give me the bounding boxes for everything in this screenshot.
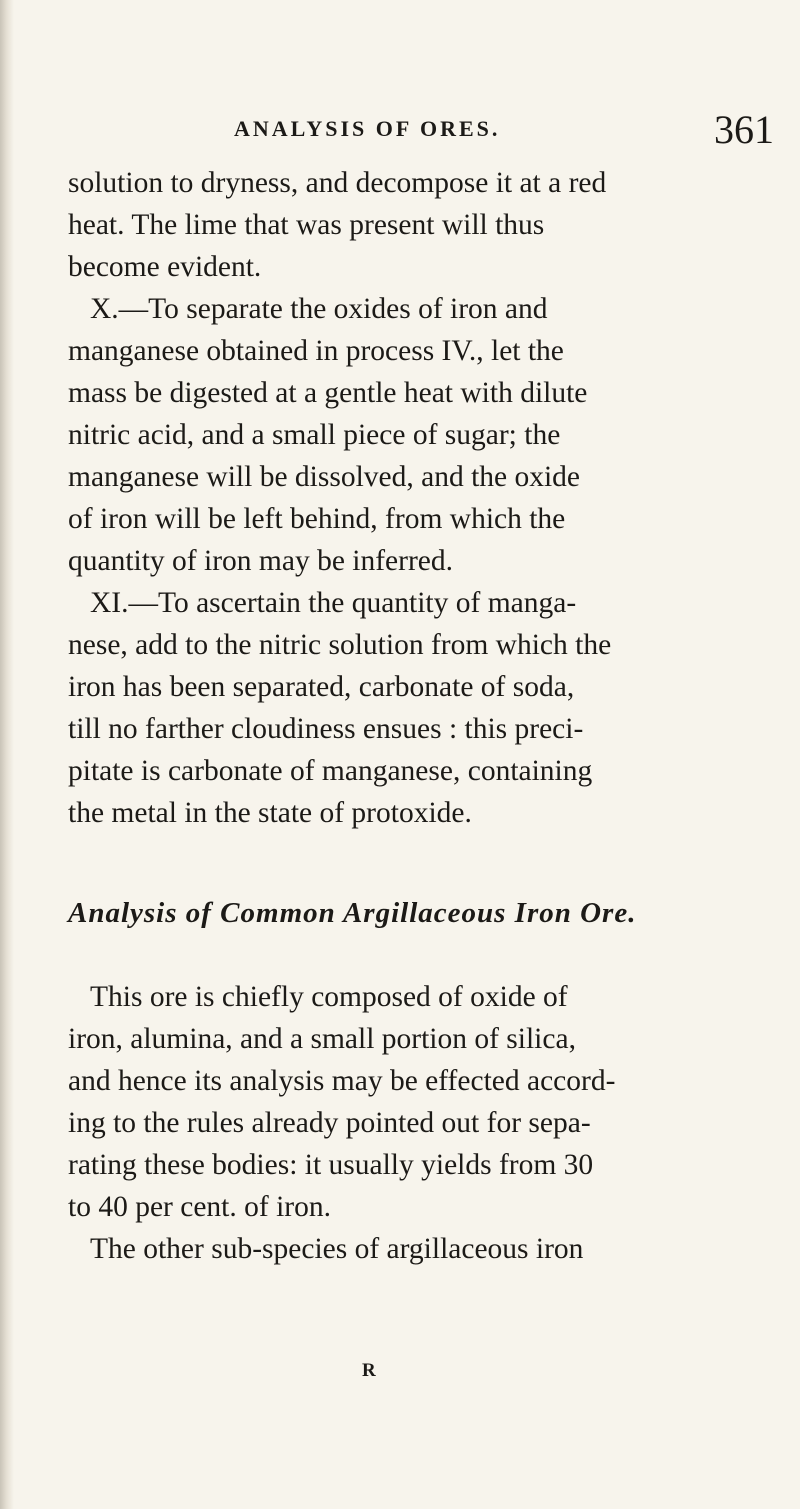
- text-line: iron has been separated, carbonate of soda,: [68, 671, 575, 703]
- spacer: [68, 834, 732, 892]
- text-line: ing to the rules already pointed out for sepa-: [68, 1107, 591, 1139]
- section-heading: Analysis of Common Argillaceous Iron Ore.: [68, 897, 637, 929]
- text-line: the metal in the state of protoxide.: [68, 797, 472, 829]
- text-line: nitric acid, and a small piece of sugar; the: [68, 419, 561, 451]
- text-line: to 40 per cent. of iron.: [68, 1191, 331, 1223]
- text-line: solution to dryness, and decompose it at a red: [68, 167, 607, 199]
- text-line: nese, add to the nitric solution from which the: [68, 629, 612, 661]
- text-line: manganese obtained in process IV., let the: [68, 335, 564, 367]
- text-line: manganese will be dissolved, and the oxide: [68, 461, 581, 493]
- text-line: The other sub-species of argillaceous iron: [90, 1233, 584, 1265]
- page-header: [0, 107, 800, 152]
- text-line: X.—To separate the oxides of iron and: [90, 293, 548, 325]
- text-line: quantity of iron may be inferred.: [68, 545, 454, 577]
- text-line: rating these bodies: it usually yields from 30: [68, 1149, 594, 1181]
- signature-mark: R: [362, 1360, 376, 1381]
- text-line: mass be digested at a gentle heat with dilute: [68, 377, 588, 409]
- spacer: [68, 934, 732, 976]
- paragraph: [68, 288, 732, 582]
- text-line: This ore is chiefly composed of oxide of: [90, 981, 568, 1013]
- page-number: 361: [714, 107, 774, 152]
- paragraph: [68, 976, 732, 1228]
- text-line: and hence its analysis may be effected accord-: [68, 1065, 616, 1097]
- text-line: iron, alumina, and a small portion of silica,: [68, 1023, 576, 1055]
- paragraph: [68, 1228, 732, 1270]
- paragraph: [68, 582, 732, 834]
- text-line: pitate is carbonate of manganese, containing: [68, 755, 593, 787]
- page-body: [68, 162, 732, 1270]
- page-gutter-shadow: [0, 0, 14, 1509]
- text-line: heat. The lime that was present will thus: [68, 209, 545, 241]
- paragraph: [68, 162, 732, 288]
- text-line: XI.—To ascertain the quantity of manga-: [90, 587, 577, 619]
- text-line: of iron will be left behind, from which the: [68, 503, 566, 535]
- text-line: become evident.: [68, 251, 262, 283]
- running-title: ANALYSIS OF ORES.: [234, 116, 501, 141]
- text-line: till no farther cloudiness ensues : this preci-: [68, 713, 584, 745]
